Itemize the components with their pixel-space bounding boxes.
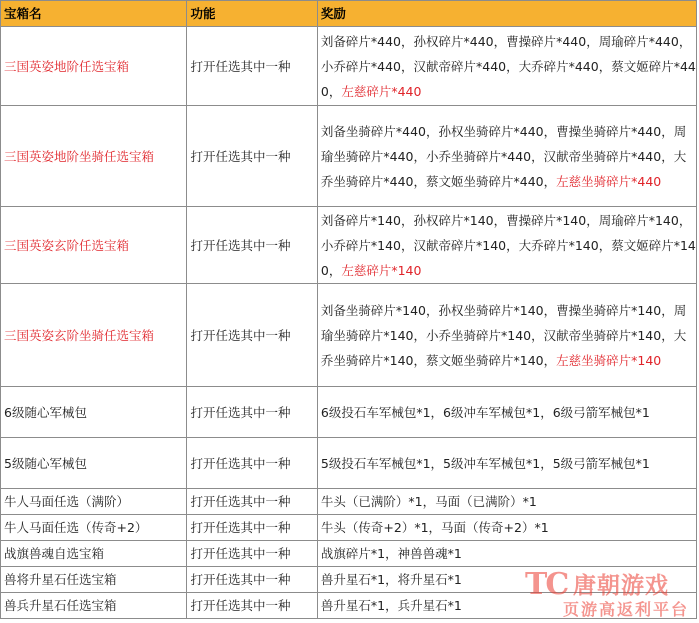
reward-cell <box>317 27 696 106</box>
reward-cell <box>317 489 696 515</box>
function-cell: 打开任选其中一种 <box>187 438 317 489</box>
box-name-cell: 战旗兽魂自选宝箱 <box>1 541 187 567</box>
watermark-title: 唐朝游戏 <box>573 573 669 599</box>
watermark-logo: TC <box>525 567 568 602</box>
reward-highlight-text: 左慈坐骑碎片*140 <box>556 352 662 368</box>
box-name-cell: 三国英姿玄阶坐骑任选宝箱 <box>1 284 187 387</box>
table-row <box>1 438 697 489</box>
box-name-cell: 牛人马面任选（传奇+2） <box>1 515 187 541</box>
header-function: 功能 <box>187 1 317 27</box>
reward-text: 牛头（已满阶）*1，马面（已满阶）*1 <box>320 494 537 509</box>
function-cell: 打开任选其中一种 <box>187 593 317 619</box>
reward-text: 刘备坐骑碎片*140，孙权坐骑碎片*140，曹操坐骑碎片*140，周瑜坐骑碎片*140，小乔坐骑碎片*140，汉献帝坐骑碎片*140，大乔坐骑碎片*140，蔡文姬坐骑碎片*140， <box>320 302 687 368</box>
box-name-cell: 三国英姿地阶坐骑任选宝箱 <box>1 106 187 207</box>
reward-text: 刘备碎片*440，孙权碎片*440，曹操碎片*440，周瑜碎片*440，小乔碎片*440，汉献帝碎片*440，大乔碎片*440，蔡文姬碎片*440， <box>320 33 696 99</box>
function-cell: 打开任选其中一种 <box>187 489 317 515</box>
function-cell: 打开任选其中一种 <box>187 515 317 541</box>
reward-cell <box>317 106 696 207</box>
function-cell: 打开任选其中一种 <box>187 541 317 567</box>
box-name-cell: 5级随心军械包 <box>1 438 187 489</box>
watermark <box>525 563 695 621</box>
table-row <box>1 515 697 541</box>
table-header-row <box>1 1 697 27</box>
reward-highlight-text: 左慈碎片*140 <box>341 262 422 278</box>
reward-text: 战旗碎片*1，神兽兽魂*1 <box>320 546 462 561</box>
box-name-cell: 三国英姿玄阶任选宝箱 <box>1 207 187 284</box>
reward-text: 兽升星石*1，兵升星石*1 <box>320 598 462 613</box>
watermark-subtitle: 页游高返利平台 <box>563 600 690 619</box>
table-row <box>1 489 697 515</box>
reward-cell <box>317 387 696 438</box>
function-cell: 打开任选其中一种 <box>187 27 317 106</box>
table-row <box>1 207 697 284</box>
box-name-cell: 兽将升星石任选宝箱 <box>1 567 187 593</box>
reward-cell <box>317 207 696 284</box>
function-cell: 打开任选其中一种 <box>187 387 317 438</box>
box-name-cell: 兽兵升星石任选宝箱 <box>1 593 187 619</box>
reward-highlight-text: 左慈坐骑碎片*440 <box>556 173 662 189</box>
header-reward: 奖励 <box>317 1 696 27</box>
function-cell: 打开任选其中一种 <box>187 106 317 207</box>
table-row <box>1 387 697 438</box>
reward-highlight-text: 左慈碎片*440 <box>341 83 422 99</box>
reward-text: 刘备碎片*140，孙权碎片*140，曹操碎片*140，周瑜碎片*140，小乔碎片*140，汉献帝碎片*140，大乔碎片*140，蔡文姬碎片*140， <box>320 212 696 278</box>
function-cell: 打开任选其中一种 <box>187 567 317 593</box>
reward-cell <box>317 515 696 541</box>
reward-text: 牛头（传奇+2）*1，马面（传奇+2）*1 <box>320 520 549 535</box>
function-cell: 打开任选其中一种 <box>187 284 317 387</box>
header-box-name: 宝箱名 <box>1 1 187 27</box>
box-name-cell: 三国英姿地阶任选宝箱 <box>1 27 187 106</box>
reward-text: 兽升星石*1，将升星石*1 <box>320 572 462 587</box>
reward-cell <box>317 284 696 387</box>
table-row <box>1 284 697 387</box>
table-row <box>1 106 697 207</box>
reward-text: 刘备坐骑碎片*440，孙权坐骑碎片*440，曹操坐骑碎片*440，周瑜坐骑碎片*440，小乔坐骑碎片*440，汉献帝坐骑碎片*440，大乔坐骑碎片*440，蔡文姬坐骑碎片*440， <box>320 123 687 189</box>
function-cell: 打开任选其中一种 <box>187 207 317 284</box>
box-name-cell: 6级随心军械包 <box>1 387 187 438</box>
table-row <box>1 27 697 106</box>
reward-cell <box>317 438 696 489</box>
box-name-cell: 牛人马面任选（满阶） <box>1 489 187 515</box>
reward-text: 6级投石车军械包*1，6级冲车军械包*1，6级弓箭军械包*1 <box>320 404 650 420</box>
reward-text: 5级投石车军械包*1，5级冲车军械包*1，5级弓箭军械包*1 <box>320 455 650 471</box>
